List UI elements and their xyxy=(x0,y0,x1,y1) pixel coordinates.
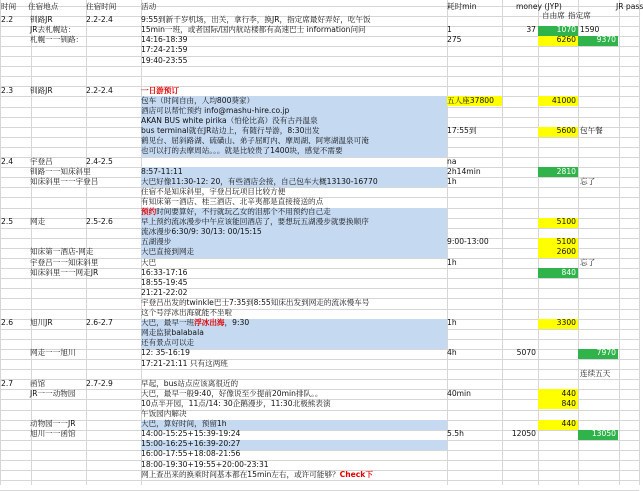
stay-place: 宇登吕一一知床斜里 xyxy=(30,257,99,267)
day-label: 2.6 xyxy=(1,318,14,328)
gridline-horizontal xyxy=(0,46,639,47)
gridline-horizontal xyxy=(0,187,639,188)
duration: 1h xyxy=(447,257,457,267)
gridline-horizontal xyxy=(0,410,639,411)
money: 37 xyxy=(526,25,536,35)
gridline-horizontal xyxy=(0,56,639,57)
stay-place: 知床斜里一一宇登吕 xyxy=(30,176,99,186)
activity-text: 预约时间要算好，不行就玩乙女的泪那个不用预约自己走 xyxy=(141,207,331,216)
stay-dates: 2.2-2.4 xyxy=(86,85,113,95)
gridline-horizontal xyxy=(0,309,639,310)
gridline-vertical xyxy=(502,0,503,485)
reserved-value: 7970 xyxy=(596,348,616,358)
stay-place: 宇登吕 xyxy=(30,156,53,166)
duration: 17:55到 xyxy=(447,126,477,136)
activity-text: 流冰漫步6:30/9: 30/13: 00/15:15 xyxy=(141,227,262,237)
stay-dates: 2.7-2.9 xyxy=(86,378,113,388)
gridline-horizontal xyxy=(0,369,639,370)
day-label: 2.2 xyxy=(1,15,14,25)
stay-dates: 2.4-2.5 xyxy=(86,156,113,166)
self-pay-value: 2810 xyxy=(556,166,576,176)
activity-text: 网上查出来的换乘时间基本都在15min左右，或许可能够？Check下 xyxy=(141,469,373,479)
stay-place: 网走一一旭川 xyxy=(30,348,76,358)
activity-text: 9:55到新千岁机场，出关，拿行李，换JR，指定席最好弄好，吃午饭 xyxy=(141,15,371,25)
activity-text: 大巴好像11:30-12: 20，有些酒店会接，自己包车大概13130-16770 xyxy=(141,176,378,186)
reserved-value: 9370 xyxy=(596,35,616,45)
activity-text: 15min一班，或者国际/国内航站楼都有高速巴士 information问问 xyxy=(141,25,366,35)
duration: 4h xyxy=(447,348,457,358)
header-jr-pass: JR pass xyxy=(616,1,643,11)
stay-place: 钏路JR xyxy=(30,15,53,25)
stay-dates: 2.5-2.6 xyxy=(86,217,113,227)
duration: 9:00-13:00 xyxy=(447,237,489,247)
gridline-vertical xyxy=(0,0,1,485)
stay-place: 知床第一酒店-网走 xyxy=(30,247,94,257)
self-pay-value: 440 xyxy=(561,419,576,429)
header-stay: 住宿地点 xyxy=(28,1,59,11)
header-reserved: 指定席 xyxy=(568,11,591,21)
activity-text: 10点半开园，11点/14: 30企鹅漫步，11:30北极熊表演 xyxy=(141,398,331,408)
duration: 五人座37800 xyxy=(447,95,494,105)
activity-text: 一日游预订 xyxy=(141,85,179,95)
duration: 40min xyxy=(447,388,471,398)
activity-text: 鹤见台、屈斜路湖、硫磺山、弟子屈町内、摩周湖、阿寒湖温泉可淹 xyxy=(141,136,369,146)
self-pay-value: 840 xyxy=(561,398,576,408)
activity-text: 16:33-17:16 xyxy=(141,267,188,277)
activity-text: 大巴直接到网走 xyxy=(141,247,195,257)
activity-text: bus terminal就在JR站边上，有随行导游，8:30出发 xyxy=(141,126,320,136)
activity-text: 包车（时间自由，人均800葵家） xyxy=(141,95,255,105)
gridline-horizontal xyxy=(0,430,639,431)
day-label: 2.3 xyxy=(1,85,14,95)
gridline-vertical xyxy=(578,0,579,485)
activity-text: 大巴 xyxy=(141,257,157,267)
gridline-vertical xyxy=(31,0,32,485)
self-pay-value: 1070 xyxy=(556,25,576,35)
stay-place: 知床斜里一一网走JR xyxy=(30,267,99,277)
activity-text: 有知床第一酒店、桂三酒店、北辛夷都是直接接送的点 xyxy=(141,196,324,206)
reserved-value: 13050 xyxy=(591,429,616,439)
day-label: 2.4 xyxy=(1,156,14,166)
activity-text: 网走监狱balabala xyxy=(141,328,204,338)
activity-text: 早起，bus站点应该离很近的 xyxy=(141,378,239,388)
stay-place: JR去札幌站： xyxy=(30,25,76,35)
activity-text: 14:00-15:25+15:39-19:24 xyxy=(141,429,241,439)
gridline-vertical xyxy=(619,0,620,485)
activity-text: 午饭园内解决 xyxy=(141,409,187,418)
reserved-value: 包午餐 xyxy=(580,126,603,136)
activity-text: 大巴，算好时间，预留1h xyxy=(141,419,227,429)
header-money: money (JYP) xyxy=(516,1,562,11)
activity-text: 18:55-19:45 xyxy=(141,277,188,287)
stay-dates: 2.2-2.4 xyxy=(86,15,113,25)
self-pay-value: 5600 xyxy=(556,126,576,136)
self-pay-value: 440 xyxy=(561,388,576,398)
header-stay-time: 住宿时间 xyxy=(86,1,117,11)
money: 5070 xyxy=(516,348,536,358)
gridline-vertical xyxy=(639,0,640,485)
activity-text: 17:24-21:59 xyxy=(141,45,188,55)
self-pay-value: 41000 xyxy=(551,95,576,105)
activity-text: 酒店可以帮忙预约 info@mashu-hire.co.jp xyxy=(141,106,290,115)
activity-text: 17:21-21:11 只有这两班 xyxy=(141,358,228,368)
activity-text: 早上预约流冰漫步中午应该能回酒店了，要想玩五湖漫步就要换顺序 xyxy=(141,217,369,227)
self-pay-value: 3300 xyxy=(556,318,576,328)
duration: 5.5h xyxy=(447,429,464,439)
self-pay-value: 2600 xyxy=(556,247,576,257)
gridline-horizontal xyxy=(0,349,639,350)
activity-text: 18:00-19:30+19:55+20:00-23:31 xyxy=(141,459,269,469)
gridline-horizontal xyxy=(0,76,639,77)
activity-text: 12: 35-16:19 xyxy=(141,348,190,358)
stay-place: JR一一动物园 xyxy=(30,388,76,398)
stay-place: 动物园一一JR xyxy=(30,419,76,429)
reserved-value: 1590 xyxy=(580,25,600,35)
header-time: 时间 xyxy=(1,1,17,11)
activity-text: 住宿不是知床斜里，宇登吕玩项目比较方便 xyxy=(141,186,286,196)
stay-dates: 2.6-2.7 xyxy=(86,318,113,328)
duration: na xyxy=(447,156,457,166)
activity-text: 15:00-16:25+16:39-20:27 xyxy=(141,439,241,449)
gridline-horizontal xyxy=(0,66,639,67)
activity-text: 也可以打的去摩周站。。。就是比较贵了1400块，感觉不需要 xyxy=(141,146,343,156)
activity-text: 大巴，最早一班浮冰出海，9:30 xyxy=(141,318,250,328)
stay-place: 网走 xyxy=(30,217,46,227)
stay-place: 钏路JR xyxy=(30,85,53,95)
header-duration: 耗时min xyxy=(447,1,477,11)
activity-text: 五湖漫步 xyxy=(141,237,172,247)
gridline-horizontal xyxy=(0,480,639,481)
activity-text: 宇登吕出发的twinkle巴士7:35到8:55知床出发到网走的流冰慢车号 xyxy=(141,297,370,307)
gridline-horizontal xyxy=(0,460,639,461)
stay-place: 旭川一一函馆 xyxy=(30,429,76,439)
gridline-horizontal xyxy=(0,278,639,279)
activity-text: 还有景点可以走 xyxy=(141,338,195,348)
activity-text: 这个号浮冰出海就能不坐啦 xyxy=(141,308,233,317)
self-pay-value: 5100 xyxy=(556,237,576,247)
duration: 2h14min xyxy=(447,166,481,176)
money: 12050 xyxy=(511,429,536,439)
duration: 275 xyxy=(447,35,462,45)
activity-text: 19:40-23:55 xyxy=(141,55,188,65)
activity-text: 大巴，最早一般9:40，好像说至少提前20min排队。。 xyxy=(141,388,323,398)
gridline-horizontal xyxy=(0,359,639,360)
activity-text: 8:57-11:11 xyxy=(141,166,183,176)
day-label: 2.5 xyxy=(1,217,14,227)
self-pay-value: 6260 xyxy=(556,35,576,45)
jr-pass-note: 连续五天 xyxy=(580,368,611,378)
activity-text: 14:16-18:39 xyxy=(141,35,188,45)
self-pay-value: 840 xyxy=(561,267,576,277)
duration: 1h xyxy=(447,176,457,186)
stay-place: 札幌一一钏路： xyxy=(30,35,84,45)
activity-text: 16:00-17:55+18:08-21:56 xyxy=(141,449,241,459)
duration: 1 xyxy=(447,25,452,35)
stay-place: 钏路一一知床斜里 xyxy=(30,166,91,176)
header-self-pay: 自由席 xyxy=(542,11,565,21)
stay-place: 旭川JR xyxy=(30,318,53,328)
day-label: 2.7 xyxy=(1,378,14,388)
gridline-horizontal xyxy=(0,450,639,451)
activity-text: AKAN BUS white pirika（怕伦比高）没有古丹温泉 xyxy=(141,116,318,126)
header-activity: 活动 xyxy=(141,1,157,11)
duration: 1h xyxy=(447,318,457,328)
reserved-value: 忘了 xyxy=(580,257,596,267)
reserved-value: 忘了 xyxy=(580,176,596,186)
stay-place: 函馆 xyxy=(30,378,46,388)
activity-text: 21:21-22:02 xyxy=(141,287,188,297)
self-pay-value: 5100 xyxy=(556,217,576,227)
gridline-horizontal xyxy=(0,288,639,289)
gridline-vertical xyxy=(86,0,87,485)
